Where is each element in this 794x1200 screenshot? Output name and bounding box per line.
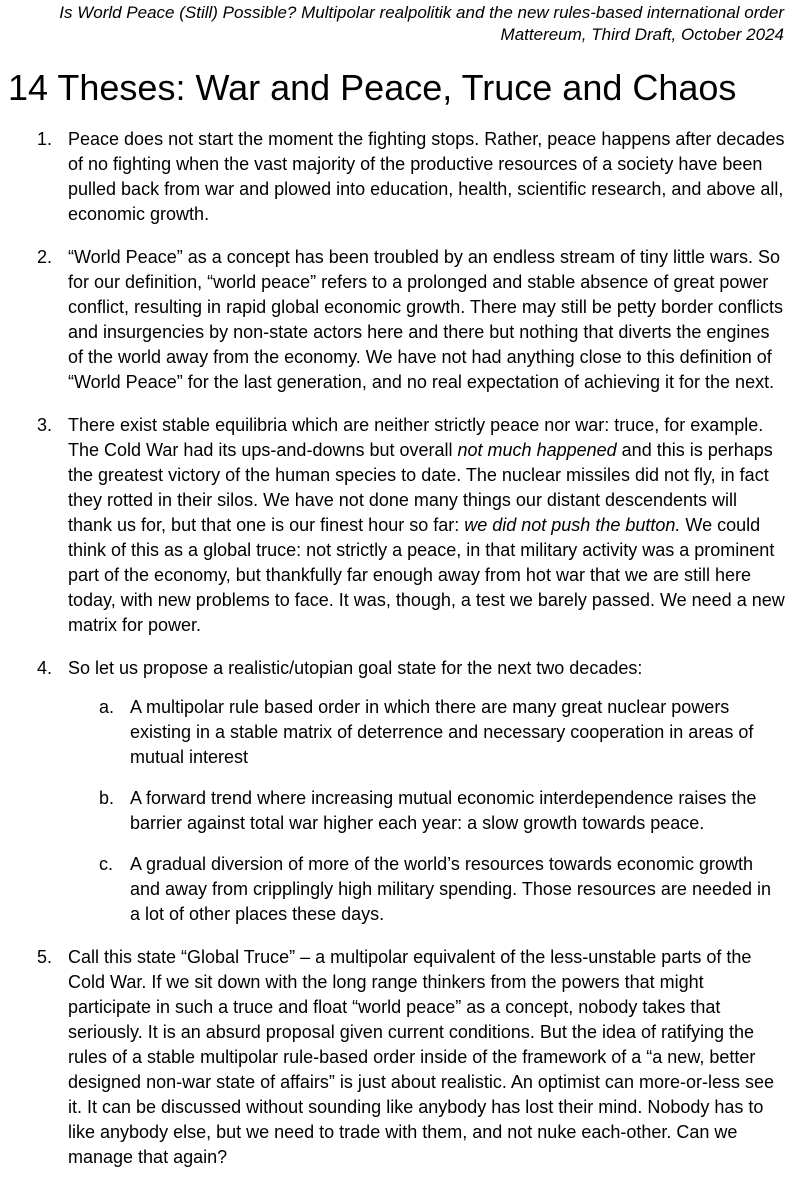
thesis-item: [0, 413, 794, 638]
emphasis-text: not much happened: [457, 440, 617, 460]
document-header: [10, 2, 784, 46]
thesis-number: 4.: [37, 658, 53, 678]
thesis-text: [68, 415, 785, 635]
thesis-number: 1.: [37, 129, 53, 149]
sub-list: [68, 695, 786, 927]
thesis-text: So let us propose a realistic/utopian goal state for the next two decades:: [68, 658, 643, 678]
sub-item-text: A forward trend where increasing mutual economic interdependence raises the barrier against total war higher each year: a slow growth towards peace.: [130, 788, 757, 833]
thesis-text-part: We could think of this as a global truce: not strictly a peace, in that military activity was a prominent part of the economy, but thankfully far enough away from hot war that we are still here today, with new problems to face. It was, though, a test we barely passed. We need a new matrix for power.: [68, 515, 785, 635]
sub-item-letter: a.: [99, 697, 115, 717]
header-document-title: Is World Peace (Still) Possible? Multipolar realpolitik and the new rules-based international order: [59, 3, 784, 22]
thesis-text: Call this state “Global Truce” – a multipolar equivalent of the less-unstable parts of the Cold War. If we sit down with the long range thinkers from the powers that might participate in such a truce and float “world peace” as a concept, nobody takes that seriously. It is an absurd proposal given current conditions. But the idea of ratifying the rules of a stable multipolar rule-based order inside of the framework of a “a new, better designed non-war state of affairs” is just about realistic. An optimist can more-or-less see it. It can be discussed without sounding like anybody has lost their mind. Nobody has to like anybody else, but we need to trade with them, and not nuke each-other. Can we manage that again?: [68, 947, 774, 1167]
thesis-number: 2.: [37, 247, 53, 267]
emphasis-text: we did not push the button.: [464, 515, 681, 535]
sub-list-item: [68, 786, 786, 836]
page-title: 14 Theses: War and Peace, Truce and Chaos: [8, 67, 737, 108]
sub-item-letter: b.: [99, 788, 115, 808]
thesis-item: [0, 656, 794, 927]
thesis-item: [0, 245, 794, 395]
sub-item-text: A gradual diversion of more of the world’s resources towards economic growth and away from cripplingly high military spending. Those resources are needed in a lot of other places these days.: [130, 854, 772, 924]
thesis-text: Peace does not start the moment the fighting stops. Rather, peace happens after decades of no fighting when the vast majority of the productive resources of a society have been pulled back from war and plowed into education, health, scientific research, and above all, economic growth.: [68, 129, 785, 224]
sub-list-item: [68, 695, 786, 770]
thesis-text-part: and this is perhaps the greatest victory of the human species to date. The nuclear missiles did not fly, in fact they rotted in their silos. We have not done many things our distant descendents will thank us for, but that one is our finest hour so far:: [68, 440, 773, 535]
thesis-number: 3.: [37, 415, 53, 435]
theses-list: [0, 127, 794, 1188]
thesis-item: [0, 127, 794, 227]
thesis-item: [0, 945, 794, 1170]
thesis-text-part: There exist stable equilibria which are neither strictly peace nor war: truce, for example. The Cold War had its ups-and-downs but overall: [68, 415, 764, 460]
sub-item-text: A multipolar rule based order in which there are many great nuclear powers existing in a stable matrix of deterrence and necessary cooperation in areas of mutual interest: [130, 697, 754, 767]
header-draft-info: Mattereum, Third Draft, October 2024: [500, 25, 784, 44]
thesis-text: “World Peace” as a concept has been troubled by an endless stream of tiny little wars. So for our definition, “world peace” refers to a prolonged and stable absence of great power conflict, resulting in rapid global economic growth. There may still be petty border conflicts and insurgencies by non-state actors here and there but nothing that diverts the engines of the world away from the economy. We have not had anything close to this definition of “World Peace” for the last generation, and no real expectation of achieving it for the next.: [68, 247, 784, 392]
sub-item-letter: c.: [99, 854, 114, 874]
sub-list-item: [68, 852, 786, 927]
thesis-number: 5.: [37, 947, 53, 967]
